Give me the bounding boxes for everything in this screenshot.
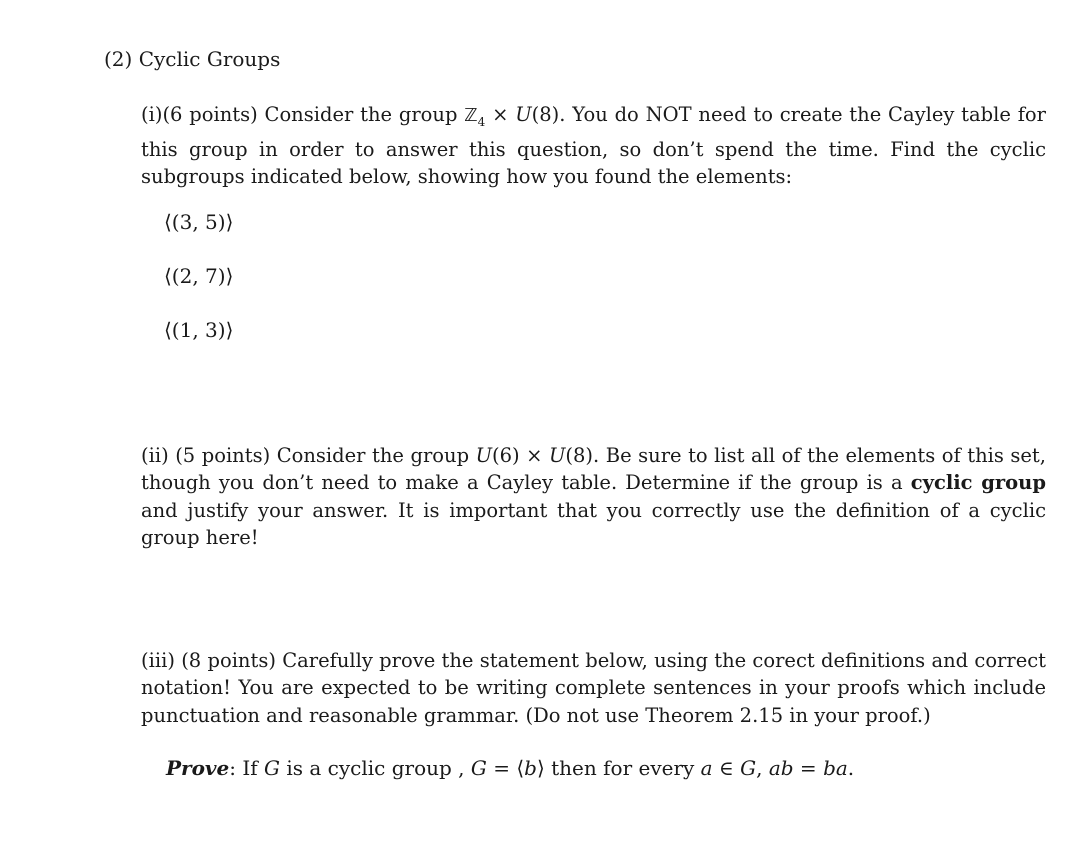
group-u: U [515, 103, 532, 126]
times-symbol: × [485, 103, 516, 126]
period: . [847, 756, 855, 780]
prove-colon: : If [229, 756, 265, 780]
part-ii-text-a: . Be sure to list all of the elements of this set, though you don’t need to make a Cayley table. Determine if the group is a [141, 444, 1046, 495]
equals-angle: = ⟨ [486, 756, 525, 780]
group-u6: U [475, 444, 492, 467]
part-i-prefix: (i)(6 points) Consider the group [141, 103, 465, 126]
element-of-symbol: ∈ [712, 756, 741, 780]
times-symbol: × [519, 444, 549, 467]
part-i-rest: . You do NOT need to create the Cayley table for this group in order to answer this question, so don’t spend the time. Find the cyclic subgroups indicated below, showing how you found the elements: [141, 103, 1046, 189]
section-heading: (2) Cyclic Groups [104, 47, 281, 71]
comma: , [756, 756, 769, 780]
group-u-arg: (8) [531, 103, 560, 126]
part-i-paragraph [141, 101, 1046, 191]
product-ba: ba [823, 756, 848, 780]
var-g: G [264, 756, 281, 780]
var-a: a [700, 756, 713, 780]
var-g: G [740, 756, 757, 780]
part-iii-paragraph [141, 647, 1046, 729]
var-b: b [524, 756, 537, 780]
equals: = [793, 756, 824, 780]
subgroup-1: ⟨(3, 5)⟩ [164, 210, 234, 234]
part-ii-text-b: and justify your answer. It is important that you correctly use the definition of a cyclic group here! [141, 498, 1046, 549]
part-iii-text: (iii) (8 points) Carefully prove the statement below, using the corect definitions and correct notation! You are expected to be writing complete sentences in your proofs which include punctuation and reasonable grammar. (Do not use Theorem 2.15 in your proof.) [141, 649, 1046, 727]
prove-close: ⟩ then for every [536, 756, 701, 780]
part-ii-paragraph [141, 442, 1046, 551]
part-ii-prefix: (ii) (5 points) Consider the group [141, 444, 476, 467]
integers-index: 4 [477, 114, 486, 129]
prove-mid: is a cyclic group , [280, 756, 471, 780]
group-u6-arg: (6) [492, 444, 520, 467]
subgroup-3: ⟨(1, 3)⟩ [164, 318, 234, 342]
subgroup-2: ⟨(2, 7)⟩ [164, 264, 234, 288]
group-u8: U [548, 444, 566, 467]
group-u8-arg: (8) [565, 444, 594, 467]
product-ab: ab [768, 756, 794, 780]
var-g: G [470, 756, 487, 780]
prove-statement [166, 756, 854, 780]
integers-symbol: ℤ [464, 105, 478, 126]
cyclic-group-bold: cyclic group [910, 471, 1046, 495]
prove-label: Prove [166, 756, 230, 780]
